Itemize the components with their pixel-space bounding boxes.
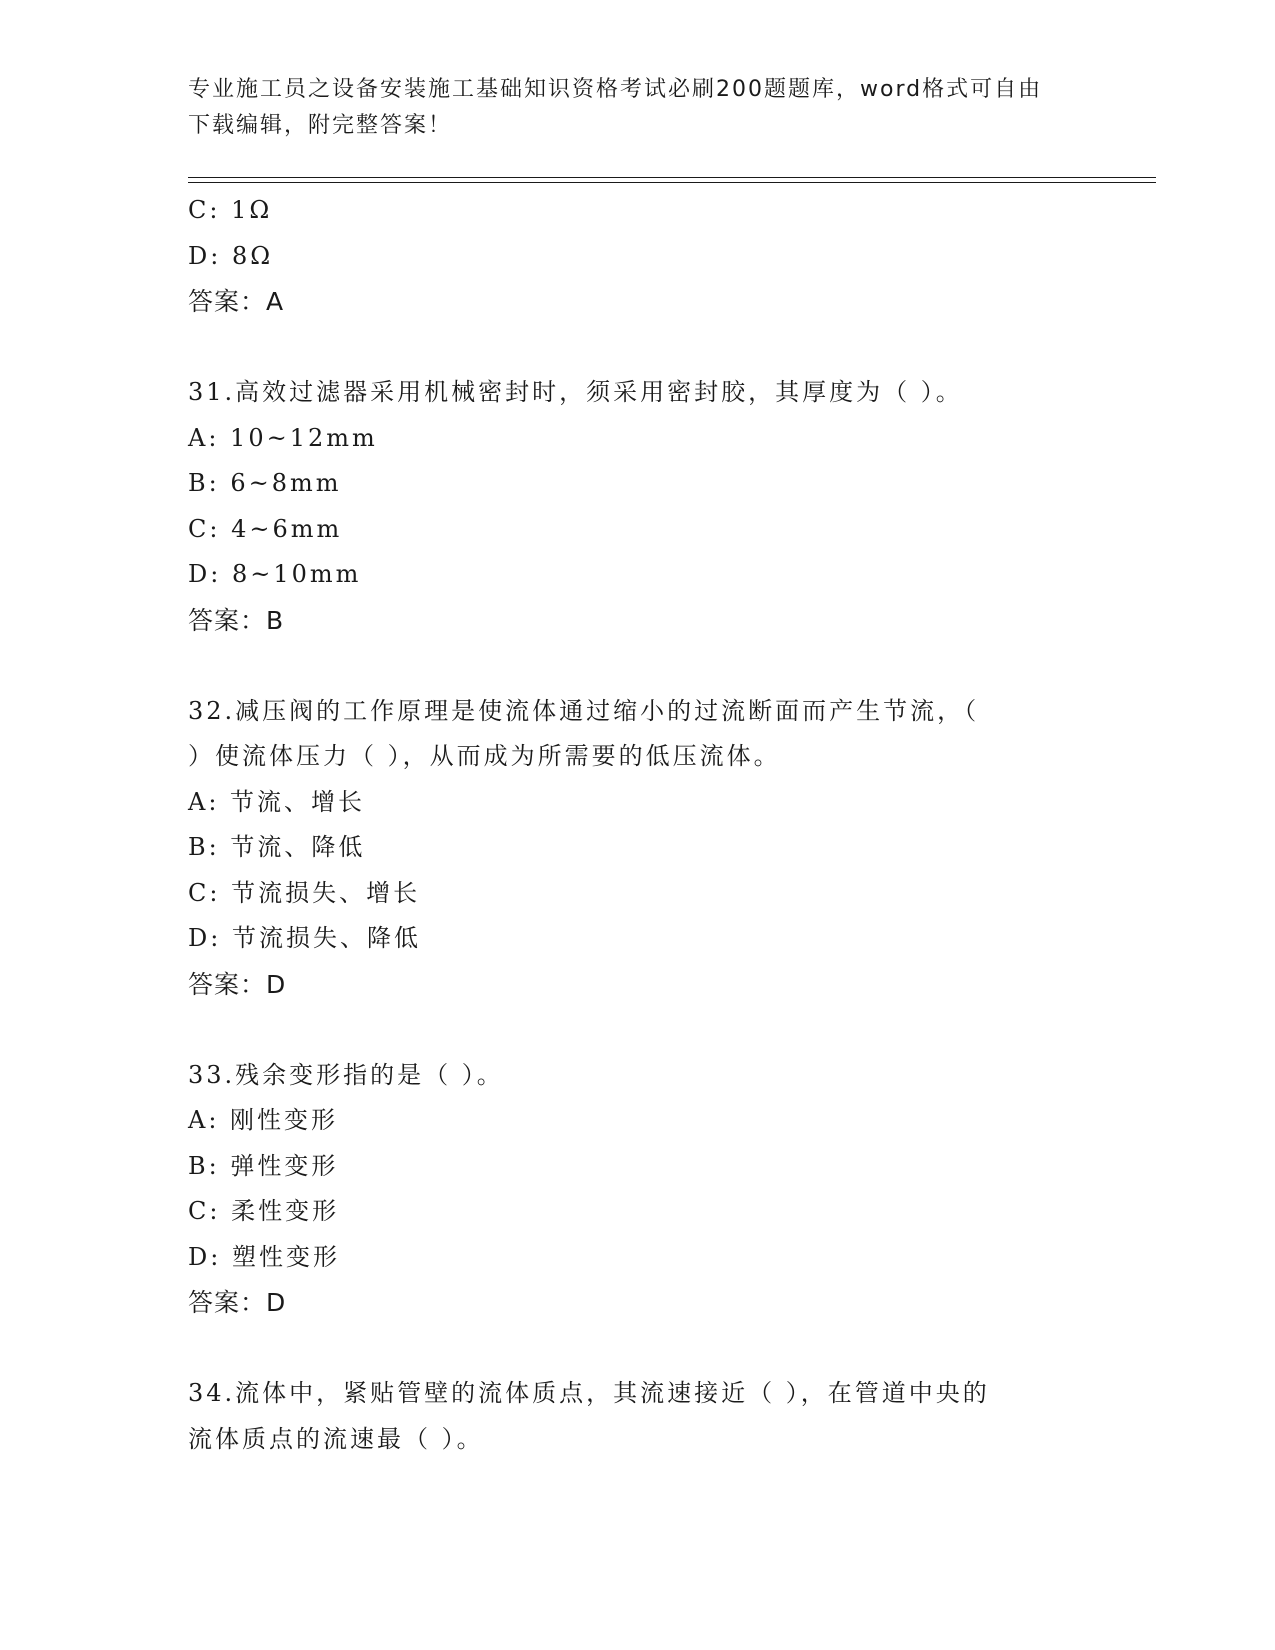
option-c: C: 1Ω	[188, 196, 273, 224]
option-a: A: 节流、增长	[188, 787, 366, 816]
question-32	[188, 689, 1088, 1008]
option-a: A: 10~12mm	[188, 423, 378, 452]
question-stem: 31.高效过滤器采用机械密封时，须采用密封胶，其厚度为（ ）。	[188, 378, 963, 406]
question-stem: 34.流体中，紧贴管壁的流体质点，其流速接近（ ），在管道中央的	[188, 1379, 990, 1407]
question-33	[188, 1053, 1088, 1326]
question-stem-cont: ）使流体压力（ ），从而成为所需要的低压流体。	[188, 742, 781, 770]
option-d: D: 8Ω	[188, 241, 274, 270]
answer-line: 答案：A	[188, 287, 285, 316]
question-stem-cont: 流体质点的流速最（ ）。	[188, 1424, 484, 1453]
answer-line: 答案：B	[188, 605, 285, 635]
answer-line: 答案：D	[188, 1288, 287, 1317]
answer-line: 答案：D	[188, 969, 287, 999]
document-body	[188, 188, 1088, 1462]
header-rule-top	[188, 177, 1156, 178]
question-stem: 32.减压阀的工作原理是使流体通过缩小的过流断面而产生节流，（	[188, 696, 980, 725]
option-b: B: 节流、降低	[188, 833, 366, 861]
option-d: D: 节流损失、降低	[188, 924, 421, 952]
option-c: C: 柔性变形	[188, 1197, 340, 1225]
header-line-1: 专业施工员之设备安装施工基础知识资格考试必刷200题题库，word格式可自由	[188, 77, 1043, 102]
option-c: C: 4~6mm	[188, 514, 343, 543]
header-line-2: 下载编辑，附完整答案！	[188, 113, 453, 138]
question-30-tail	[188, 188, 1088, 325]
option-c: C: 节流损失、增长	[188, 878, 421, 907]
option-b: B: 弹性变形	[188, 1151, 339, 1180]
question-stem: 33.残余变形指的是（ ）。	[188, 1060, 504, 1089]
option-d: D: 8~10mm	[188, 560, 362, 588]
document-header	[188, 72, 1088, 144]
question-31	[188, 370, 1088, 643]
header-rule-bottom	[188, 182, 1156, 183]
option-a: A: 刚性变形	[188, 1106, 339, 1134]
option-d: D: 塑性变形	[188, 1242, 340, 1271]
question-34	[188, 1371, 1088, 1462]
option-b: B: 6~8mm	[188, 469, 342, 497]
